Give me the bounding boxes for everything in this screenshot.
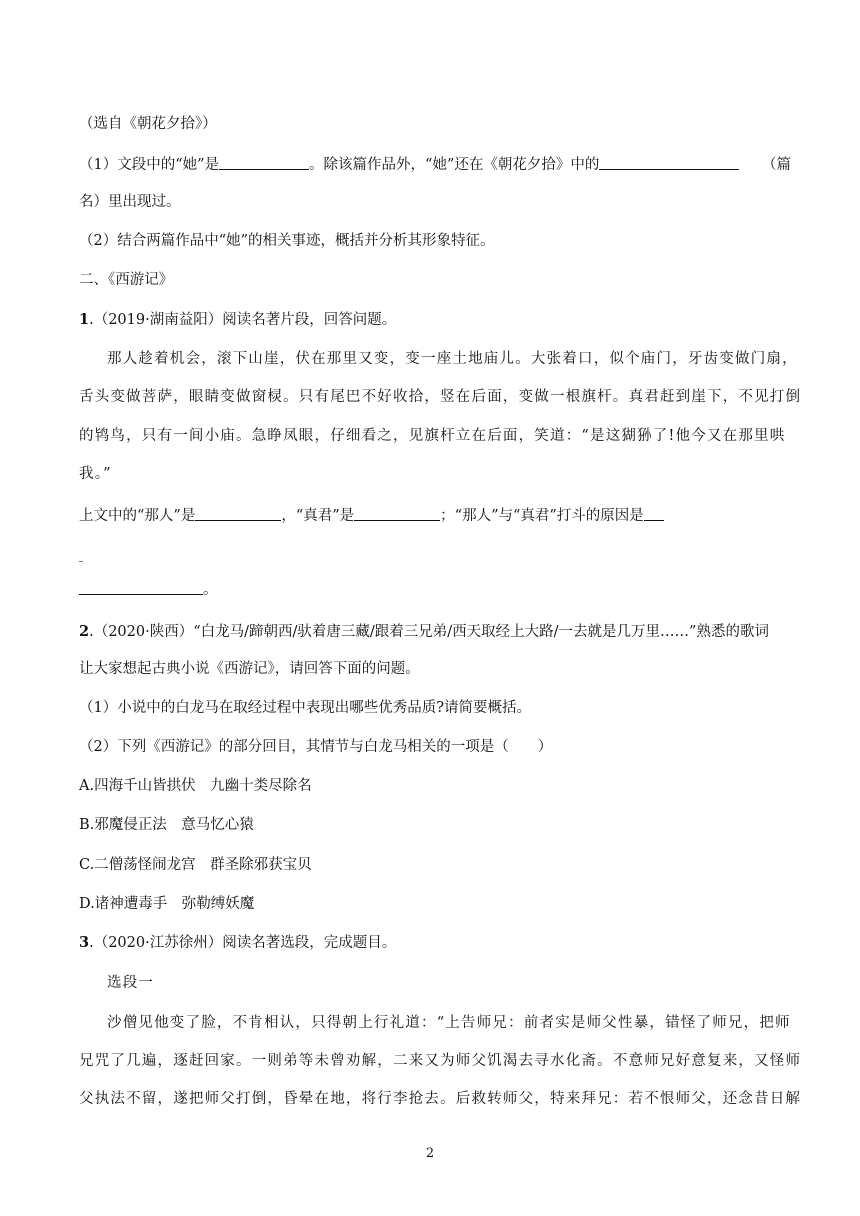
section-heading: 二、《西游记》 — [79, 272, 174, 288]
page-number: 2 — [425, 1146, 435, 1161]
question-1-text-d: 名）里出现过。 — [79, 194, 181, 210]
excerpt-label: 选段一 — [107, 975, 155, 991]
answer-blank[interactable] — [219, 155, 309, 170]
passage-line: 那人趁着机会，滚下山崖，伏在那里又变，变一座土地庙儿。大张着口，似个庙门，牙齿变做门扇， — [107, 351, 798, 367]
question-text: ；“那人”与“真君”打斗的原因是 — [440, 508, 644, 524]
problem-1-answer-line — [79, 580, 781, 600]
question-1-text-a: （1）文段中的“她”是 — [79, 157, 220, 173]
question-1-line — [79, 155, 791, 175]
problem-2-text: .（2020·陕西）“白龙马/蹄朝西/驮着唐三藏/跟着三兄弟/西天取经上大路/一去就是几万里……”熟悉的歌词 — [89, 624, 769, 640]
answer-blank[interactable] — [79, 580, 203, 595]
answer-blank[interactable] — [195, 506, 281, 521]
problem-number: 2 — [79, 623, 90, 640]
passage-line: 舌头变做菩萨，眼睛变做窗棂。只有尾巴不好收拾，竖在后面，变做一根旗杆。真君赶到崖下，不见打倒 — [79, 389, 802, 405]
passage-line: 父执法不留，遂把师父打倒，昏晕在地，将行李抢去。后救转师父，特来拜兄：若不恨师父，还念昔日解 — [79, 1091, 802, 1107]
question-1-text-c: （篇 — [762, 157, 791, 173]
source-note: （选自《朝花夕拾》） — [79, 116, 217, 132]
problem-2-question-1: （1）小说中的白龙马在取经过程中表现出哪些优秀品质?请简要概括。 — [79, 700, 531, 716]
question-text: 。 — [203, 582, 218, 598]
question-text: 上文中的“那人”是 — [79, 508, 196, 524]
problem-2-heading — [79, 622, 781, 642]
answer-blank[interactable] — [599, 155, 739, 170]
problem-3-heading — [79, 933, 781, 953]
problem-1-text: .（2019·湖南益阳）阅读名著片段，回答问题。 — [89, 312, 397, 328]
passage-line: 沙僧见他变了脸，不肯相认，只得朝上行礼道：“上告师兄：前者实是师父性暴，错怪了师兄，把师 — [107, 1015, 791, 1031]
option-b: B.邪魔侵正法 意马忆心猿 — [79, 817, 254, 833]
question-2: （2）结合两篇作品中“她”的相关事迹，概括并分析其形象特征。 — [79, 233, 495, 249]
question-1-text-b: 。除该篇作品外，“她”还在《朝花夕拾》中的 — [309, 157, 600, 173]
problem-1-question — [79, 506, 781, 526]
problem-3-text: .（2020·江苏徐州）阅读名著选段，完成题目。 — [89, 935, 397, 951]
problem-1-heading — [79, 310, 781, 330]
answer-blank[interactable] — [644, 506, 664, 521]
option-c: C.二僧荡怪闹龙宫 群圣除邪获宝贝 — [79, 857, 312, 873]
problem-number: 1 — [79, 311, 90, 328]
option-d: D.诸神遭毒手 弥勒缚妖魔 — [79, 896, 255, 912]
passage-line: 的鸨鸟，只有一间小庙。急睁凤眼，仔细看之，见旗杆立在后面，笑道：“是这猢狲了!他今又在那里哄 — [79, 428, 786, 444]
stray-mark — [79, 561, 83, 562]
problem-2-text-2: 让大家想起古典小说《西游记》，请回答下面的问题。 — [79, 661, 420, 677]
passage-line: 我。” — [79, 466, 112, 482]
passage-line: 兄咒了几遍，逐赶回家。一则弟等未曾劝解，二来又为师父饥渴去寻水化斋。不意师兄好意复来，又怪师 — [79, 1053, 802, 1069]
option-a: A.四海千山皆拱伏 九幽十类尽除名 — [79, 778, 312, 794]
problem-number: 3 — [79, 934, 90, 951]
answer-blank[interactable] — [354, 506, 440, 521]
question-text: ，“真君”是 — [281, 508, 355, 524]
problem-2-question-2: （2）下列《西游记》的部分回目，其情节与白龙马相关的一项是（ ） — [79, 739, 553, 755]
